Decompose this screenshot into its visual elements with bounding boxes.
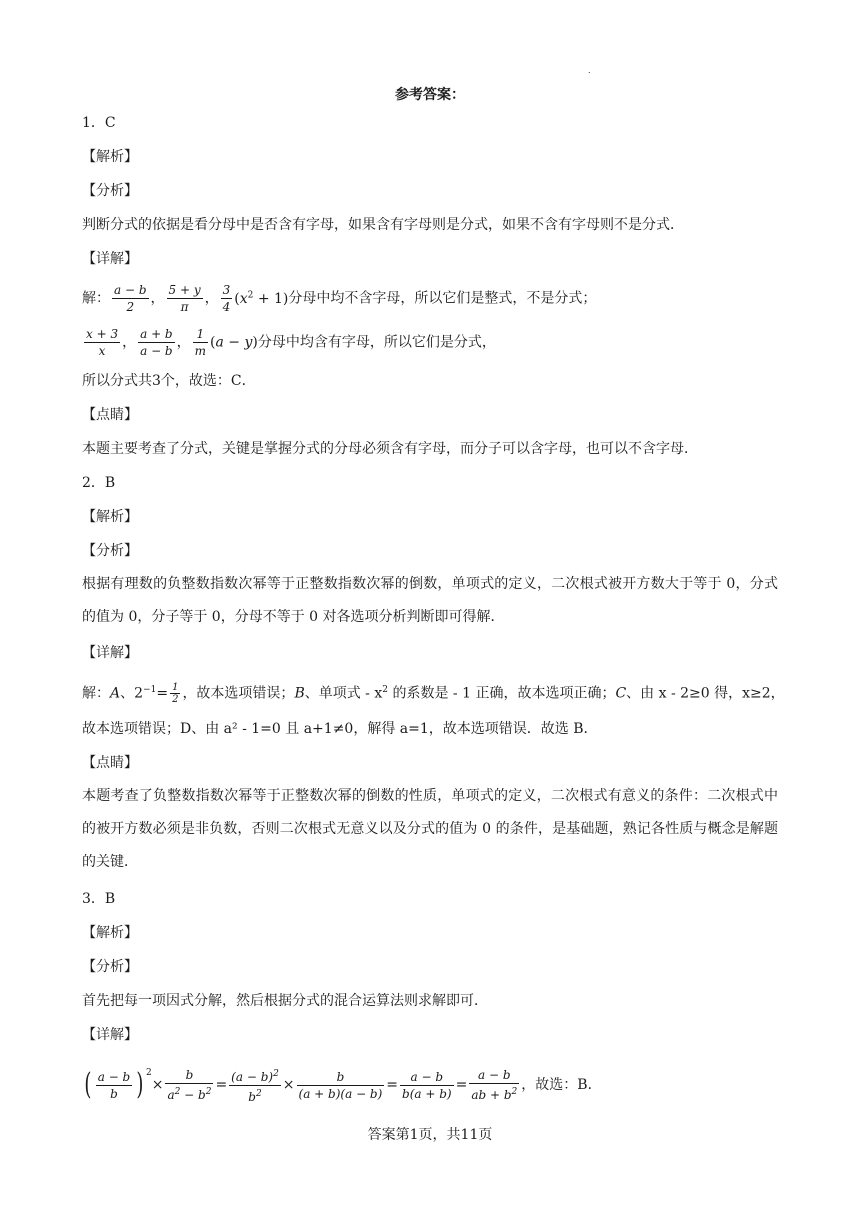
q2-fenxi-text: 根据有理数的负整数指数次幂等于正整数指数次幂的倒数，单项式的定义，二次根式被开方数大于等于 0，分式的值为 0，分子等于 0，分母不等于 0 对各选项分析判断即可得解． (82, 576, 778, 625)
q1-detail-line1: 解： $\frac{a - b}{2}$ ， $\frac{5 + y}{\pi}$ ， $\frac{3}{4}$ $(x^2 + 1)$分母中均不含字母，所以它们是整式，不是分式； (82, 283, 597, 314)
q3-detail-equation: ( $\frac{a - b}{b}$ ) $^2$× $\frac{b}{a^2 - b^2}$ = $\frac{(a - b)^2}{b^2}$ × $\frac{b}{(a + b)(a - b)}$ = $\frac{a - b}{b(a + b)}$ = $\frac{a - b}{ab + b^2}$ ，故选：B． (84, 1067, 602, 1104)
q3-fenxi-heading: 【分析】 (82, 959, 138, 975)
fraction-5-plus-y-over-pi: $\frac{5 + y}{\pi}$ (168, 283, 201, 314)
q1-line2-suffix: 分母中均含有字母，所以它们是分式， (257, 334, 496, 351)
fraction-a-minus-b-over-ab-plus-b2: $\frac{a - b}{ab + b^2}$ (471, 1068, 518, 1102)
fraction-a-minus-b-squared-over-b2: $\frac{(a - b)^2}{b^2}$ (229, 1066, 281, 1105)
q1-line1-prefix: 解： (82, 290, 110, 307)
q3-answer: 3．B (82, 891, 116, 907)
q1-dianjing-text: 本题主要考查了分式，关键是掌握分式的分母必须含有字母，而分子可以含字母，也可以不含字母． (82, 441, 698, 457)
q2-detail-d: 、由 x - 2≥0 得，x≥2， (626, 685, 785, 702)
expr-x-squared-plus-1: $(x^2 + 1)$ (234, 289, 289, 307)
fraction-b-over-a2-minus-b2: $\frac{b}{a^2 - b^2}$ (167, 1068, 212, 1102)
q1-jiexi-heading: 【解析】 (82, 149, 138, 165)
q2-detail-line1: 解：A、$2^{-1}=$ $\frac{1}{2}$ ，故本选项错误；B、单项式 - $x^2$ 的系数是 - 1 正确，故本选项正确；C、由 x - 2≥0 得，x≥2， (82, 682, 785, 706)
q1-dianjing-heading: 【点睛】 (82, 407, 138, 423)
q3-result: ，故选：B． (521, 1077, 602, 1093)
fraction-b-over-a-plus-b-a-minus-b: $\frac{b}{(a + b)(a - b)}$ (298, 1069, 383, 1101)
q1-fenxi-text: 判断分式的依据是看分母中是否含有字母，如果含有字母则是分式，如果不含有字母则不是分式． (82, 217, 684, 233)
q1-line1-suffix: 分母中均不含字母，所以它们是整式，不是分式； (288, 290, 597, 307)
fraction-1-over-m: $\frac{1}{m}$ (194, 327, 207, 358)
q1-xiangjie-heading: 【详解】 (82, 251, 138, 267)
q2-detail-c: 的系数是 - 1 正确，故本选项正确； (388, 685, 616, 702)
q3-jiexi-heading: 【解析】 (82, 925, 138, 941)
q2-detail-a: ，故本选项错误； (182, 685, 295, 702)
q3-xiangjie-heading: 【详解】 (82, 1027, 138, 1043)
page-footer: 答案第1页，共11页 (367, 1127, 493, 1143)
fraction-3-over-4: $\frac{3}{4}$ (222, 283, 231, 314)
fraction-a-plus-b-over-a-minus-b: $\frac{a + b}{a - b}$ (140, 327, 173, 358)
fraction-a-minus-b-over-b-a-plus-b: $\frac{a - b}{b(a + b)}$ (402, 1069, 452, 1101)
q2-detail-line2: 故本选项错误；D、由 a² - 1=0 且 a+1≠0，解得 a=1，故本选项错误．故选 B． (82, 721, 598, 737)
q2-dianjing-heading: 【点睛】 (82, 755, 138, 771)
fraction-x-plus-3-over-x: $\frac{x + 3}{x}$ (86, 327, 119, 358)
q2-fenxi-heading: 【分析】 (82, 543, 138, 559)
fraction-a-minus-b-over-2: $\frac{a - b}{2}$ (114, 283, 147, 314)
q1-answer: 1．C (82, 115, 116, 131)
q2-dianjing-text: 本题考查了负整数指数次幂等于正整数次幂的倒数的性质，单项式的定义，二次根式有意义的条件：二次根式中的被开方数必须是非负数，否则二次根式无意义以及分式的值为 0 的条件，是基础题，熟记各性质与概念是解题的关键． (82, 788, 778, 870)
page-title: 参考答案： (395, 87, 465, 103)
q1-fenxi-heading: 【分析】 (82, 183, 138, 199)
q2-answer: 2．B (82, 475, 116, 491)
expr-a-minus-y: (a − y) (210, 334, 258, 351)
q2-detail-b: 、单项式 - x (304, 685, 383, 702)
q1-conclusion: 所以分式共3个，故选：C． (82, 373, 256, 389)
decorative-dot: . (588, 66, 591, 75)
q2-xiangjie-heading: 【详解】 (82, 645, 138, 661)
fraction-1-over-2: $\frac{1}{2}$ (172, 682, 179, 706)
fraction-a-minus-b-over-b: $\frac{a - b}{b}$ (97, 1069, 131, 1101)
q3-fenxi-text: 首先把每一项因式分解，然后根据分式的混合运算法则求解即可． (82, 993, 488, 1009)
q2-jiexi-heading: 【解析】 (82, 509, 138, 525)
q1-detail-line2: $\frac{x + 3}{x}$ ， $\frac{a + b}{a - b}$ ， $\frac{1}{m}$ (a − y)分母中均含有字母，所以它们是分式， (86, 327, 496, 358)
